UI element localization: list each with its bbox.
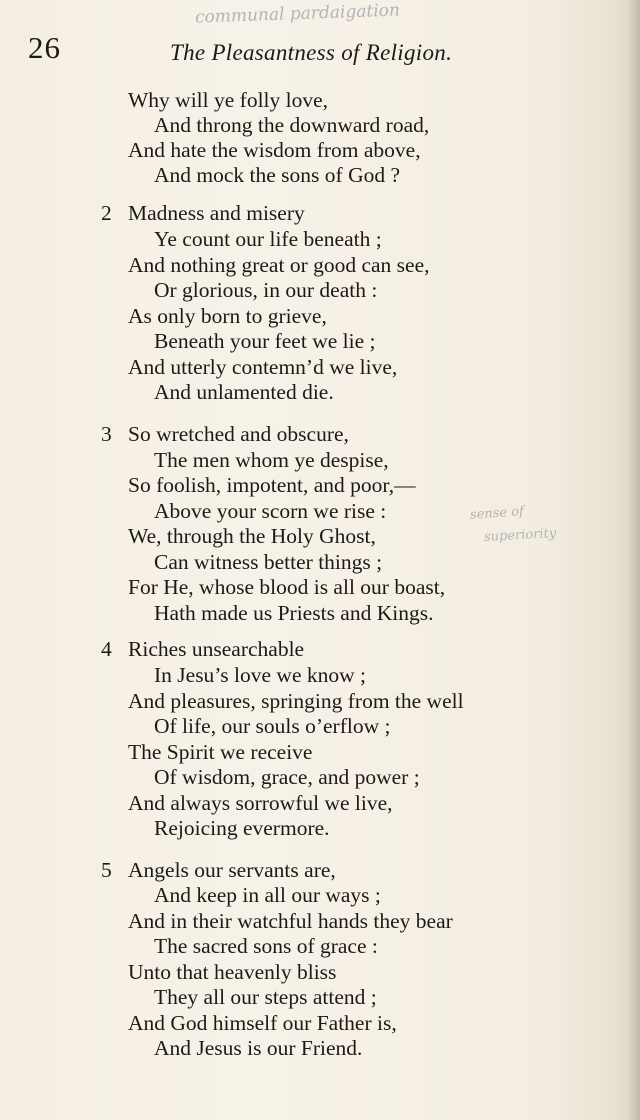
- verse-line: And mock the sons of God ?: [154, 163, 401, 187]
- verse-line: In Jesu’s love we know ;: [154, 663, 366, 687]
- verse-line: And pleasures, springing from the well: [128, 689, 464, 713]
- verse-line: Or glorious, in our death :: [154, 278, 378, 302]
- verse-line: Of wisdom, grace, and power ;: [154, 765, 420, 789]
- verse-line: So wretched and obscure,: [128, 422, 349, 446]
- page-number: 26: [28, 30, 61, 65]
- verse-line: And Jesus is our Friend.: [154, 1036, 363, 1060]
- verse-line: Riches unsearchable: [128, 637, 305, 661]
- marginal-note-right-1: sense of: [469, 504, 525, 523]
- verse-line: Hath made us Priests and Kings.: [154, 601, 434, 625]
- verse-line: Ye count our life beneath ;: [154, 227, 382, 251]
- verse-line: Unto that heavenly bliss: [128, 960, 337, 984]
- verse-line: And nothing great or good can see,: [128, 253, 430, 277]
- verse-line: And utterly contemn’d we live,: [128, 355, 398, 379]
- verse-line: And in their watchful hands they bear: [128, 909, 453, 933]
- verse-line: And throng the downward road,: [154, 113, 430, 137]
- verse-line: And hate the wisdom from above,: [128, 138, 421, 162]
- stanza-number: 3: [101, 422, 112, 446]
- verse-line: We, through the Holy Ghost,: [128, 524, 376, 548]
- verse-line: Angels our servants are,: [128, 858, 336, 882]
- verse-line: And unlamented die.: [154, 380, 334, 404]
- page-edge-shadow: [628, 0, 640, 1120]
- verse-line: As only born to grieve,: [128, 304, 327, 328]
- verse-line: The sacred sons of grace :: [154, 934, 378, 958]
- marginal-note-top: communal pardaigation: [194, 0, 401, 28]
- verse-line: The men whom ye despise,: [154, 448, 389, 472]
- stanza-number: 4: [101, 637, 112, 661]
- verse-line: They all our steps attend ;: [154, 985, 377, 1009]
- verse-line: For He, whose blood is all our boast,: [128, 575, 446, 599]
- verse-line: Above your scorn we rise :: [154, 499, 387, 523]
- stanza-number: 5: [101, 858, 112, 882]
- verse-line: Of life, our souls o’erflow ;: [154, 714, 391, 738]
- verse-line: The Spirit we receive: [128, 740, 313, 764]
- running-title: The Pleasantness of Religion.: [170, 40, 453, 65]
- verse-line: Beneath your feet we lie ;: [154, 329, 376, 353]
- verse-line: Rejoicing evermore.: [154, 816, 330, 840]
- marginal-note-right-2: superiority: [483, 526, 557, 545]
- stanza-number: 2: [101, 201, 112, 225]
- verse-line: Madness and misery: [128, 201, 305, 225]
- verse-line: Why will ye folly love,: [128, 88, 329, 112]
- verse-line: Can witness better things ;: [154, 550, 383, 574]
- verse-line: And keep in all our ways ;: [154, 883, 381, 907]
- verse-line: So foolish, impotent, and poor,—: [128, 473, 416, 497]
- verse-line: And always sorrowful we live,: [128, 791, 393, 815]
- verse-line: And God himself our Father is,: [128, 1011, 397, 1035]
